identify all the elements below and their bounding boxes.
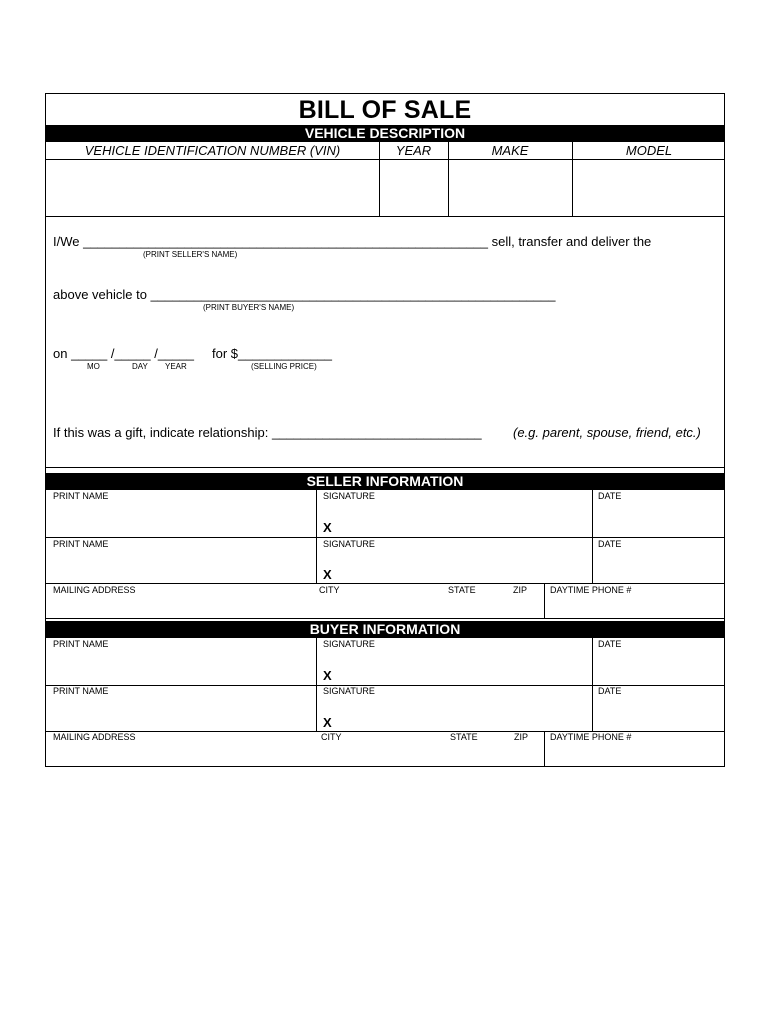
buyer-print-name-label-1: PRINT NAME — [53, 639, 109, 649]
date-price-line: on _____ /_____ /_____ for $_____________ — [53, 346, 333, 361]
buyer-address-field[interactable] — [47, 744, 541, 765]
buyer-phone-field[interactable] — [546, 744, 724, 765]
buyer-name-caption: (PRINT BUYER'S NAME) — [203, 303, 295, 312]
make-field[interactable] — [449, 160, 572, 216]
buyer-signature-mark-1: X — [323, 668, 332, 683]
day-field[interactable] — [116, 344, 156, 360]
selling-price-field[interactable] — [244, 344, 356, 360]
buyer-signature-label-1: SIGNATURE — [323, 639, 375, 649]
seller-print-name-label-2: PRINT NAME — [53, 539, 109, 549]
seller-name-field[interactable] — [86, 232, 516, 248]
seller-signature-field-1[interactable] — [336, 502, 590, 536]
model-field[interactable] — [573, 160, 725, 216]
buyer-name-field[interactable] — [158, 285, 588, 301]
buyer-signature-label-2: SIGNATURE — [323, 686, 375, 696]
seller-print-name-field-2[interactable] — [47, 550, 316, 583]
seller-signature-mark-1: X — [323, 520, 332, 535]
seller-mailing-address-label: MAILING ADDRESS — [53, 585, 136, 595]
buyer-date-field-1[interactable] — [593, 650, 724, 684]
make-column-header: MAKE — [491, 143, 529, 158]
month-field[interactable] — [72, 344, 112, 360]
gift-relationship-line: If this was a gift, indicate relationship: _____________________________ — [53, 425, 482, 440]
seller-print-name-label-1: PRINT NAME — [53, 491, 109, 501]
seller-signature-mark-2: X — [323, 567, 332, 582]
seller-name-signature-divider — [316, 490, 317, 583]
buyer-row-rule-1 — [46, 685, 724, 686]
day-caption: DAY — [132, 362, 148, 371]
seller-bottom-rule — [46, 618, 724, 619]
buyer-state-label: STATE — [450, 732, 478, 742]
bill-of-sale-form — [45, 93, 725, 767]
buyer-date-label-1: DATE — [598, 639, 622, 649]
seller-date-label-2: DATE — [598, 539, 622, 549]
seller-signature-field-2[interactable] — [336, 550, 590, 583]
year-column-header: YEAR — [395, 143, 432, 158]
buyer-print-name-field-2[interactable] — [47, 697, 316, 730]
seller-print-name-field-1[interactable] — [47, 502, 316, 536]
seller-row-rule-2 — [46, 583, 724, 584]
seller-state-label: STATE — [448, 585, 476, 595]
selling-price-caption: (SELLING PRICE) — [251, 362, 317, 371]
year-field[interactable] — [380, 160, 448, 216]
seller-city-label: CITY — [319, 585, 340, 595]
seller-date-field-1[interactable] — [593, 502, 724, 536]
model-column-header: MODEL — [625, 143, 673, 158]
seller-information-header: SELLER INFORMATION — [46, 473, 724, 490]
vehicle-description-header: VEHICLE DESCRIPTION — [46, 125, 724, 142]
vin-field[interactable] — [46, 160, 379, 216]
buyer-print-name-field-1[interactable] — [47, 650, 316, 684]
form-title: BILL OF SALE — [298, 96, 472, 124]
seller-name-caption: (PRINT SELLER'S NAME) — [143, 250, 238, 259]
year-caption: YEAR — [165, 362, 187, 371]
gift-relationship-field[interactable] — [286, 423, 508, 439]
vehicle-bottom-rule — [46, 216, 724, 217]
buyer-signature-field-1[interactable] — [336, 650, 590, 684]
seller-phone-field[interactable] — [546, 596, 724, 617]
seller-date-label-1: DATE — [598, 491, 622, 501]
month-caption: MO — [87, 362, 100, 371]
seller-zip-phone-divider — [544, 583, 545, 618]
buyer-signature-date-divider — [592, 638, 593, 731]
buyer-statement-line: above vehicle to ________________________________________________________ — [53, 287, 556, 302]
gift-examples: (e.g. parent, spouse, friend, etc.) — [513, 425, 701, 440]
seller-address-field[interactable] — [47, 596, 541, 617]
seller-zip-label: ZIP — [513, 585, 528, 595]
seller-phone-label: DAYTIME PHONE # — [550, 585, 632, 595]
sale-year-field[interactable] — [160, 344, 205, 360]
buyer-city-label: CITY — [321, 732, 342, 742]
vin-column-header: VEHICLE IDENTIFICATION NUMBER (VIN) — [84, 143, 341, 158]
buyer-signature-field-2[interactable] — [336, 697, 590, 730]
seller-signature-label-2: SIGNATURE — [323, 539, 375, 549]
buyer-mailing-address-label: MAILING ADDRESS — [53, 732, 136, 742]
buyer-information-header: BUYER INFORMATION — [46, 621, 724, 638]
seller-date-field-2[interactable] — [593, 550, 724, 583]
statements-bottom-rule — [46, 467, 724, 468]
buyer-date-label-2: DATE — [598, 686, 622, 696]
buyer-phone-label: DAYTIME PHONE # — [550, 732, 632, 742]
buyer-print-name-label-2: PRINT NAME — [53, 686, 109, 696]
seller-row-rule-1 — [46, 537, 724, 538]
seller-signature-label-1: SIGNATURE — [323, 491, 375, 501]
buyer-zip-phone-divider — [544, 731, 545, 767]
buyer-name-signature-divider — [316, 638, 317, 731]
buyer-signature-mark-2: X — [323, 715, 332, 730]
buyer-zip-label: ZIP — [514, 732, 529, 742]
buyer-date-field-2[interactable] — [593, 697, 724, 730]
seller-statement-line: I/We ________________________________________________________ sell, transfer and deliver the — [53, 234, 652, 249]
seller-signature-date-divider — [592, 490, 593, 583]
